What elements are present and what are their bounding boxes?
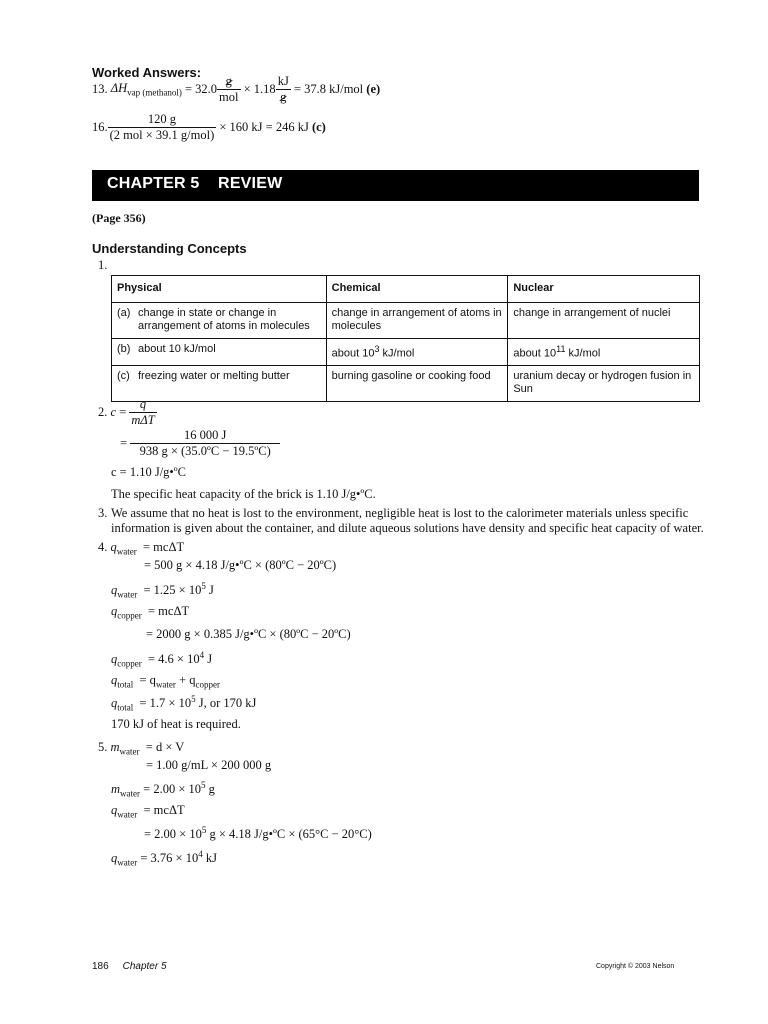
q5-line-6: $q_{water} = 3.76 \times 10^4$ kJ bbox=[111, 849, 217, 868]
question-number-3: 3. bbox=[98, 506, 108, 520]
question-number-4: 4. bbox=[98, 540, 108, 554]
q2-line-1 bbox=[98, 397, 157, 428]
fraction-g-per-mol: $\frac{g}{\text{mol}}$ bbox=[219, 74, 239, 104]
q5-line-4: $q_{water} = mc\Delta T$ bbox=[111, 803, 185, 820]
table-cell: uranium decay or hydrogen fusion in Sun bbox=[508, 365, 700, 401]
table-row bbox=[112, 338, 700, 365]
q5-line-1: 5. $m_{water} = d \times V$ bbox=[98, 740, 185, 757]
chapter-review-title: CHAPTER 5 REVIEW bbox=[107, 175, 283, 192]
table-cell: burning gasoline or cooking food bbox=[326, 365, 508, 401]
table-cell: (c) freezing water or melting butter bbox=[112, 365, 327, 401]
section-title: Understanding Concepts bbox=[92, 241, 247, 256]
table-row bbox=[112, 302, 700, 338]
q5-line-5: = $2.00 \times 10^5$ g × 4.18 J/g•ºC × (65°C − 20°C) bbox=[144, 825, 372, 842]
q2-statement: The specific heat capacity of the brick is 1.10 J/g•ºC. bbox=[111, 487, 376, 501]
delta-h-symbol: $\Delta H_{vap (methanol)}$ bbox=[110, 81, 182, 98]
result-value: × 160 kJ = 246 kJ bbox=[219, 120, 309, 134]
question-number-5: 5. bbox=[98, 740, 108, 754]
copyright-notice: Copyright © 2003 Nelson bbox=[596, 963, 675, 970]
page-footer-left bbox=[92, 961, 167, 972]
page-reference: (Page 356) bbox=[92, 211, 146, 225]
times-factor: × 1.18 bbox=[243, 82, 276, 96]
column-header: Nuclear bbox=[508, 276, 700, 303]
column-header: Physical bbox=[112, 276, 327, 303]
question-number-2: 2. bbox=[98, 405, 108, 419]
table-cell: about $10^{11}$ kJ/mol bbox=[508, 338, 700, 365]
q4-line-6: $q_{copper} = 4.6 \times 10^4$ J bbox=[111, 650, 213, 669]
q4-line-8: $q_{total} = 1.7 \times 10^5$ J, or 170 kJ bbox=[111, 694, 257, 713]
q4-line-5: = 2000 g × 0.385 J/g•ºC × (80ºC − 20ºC) bbox=[146, 627, 351, 641]
q4-line-1: 4. $q_{water} = mc\Delta T$ bbox=[98, 540, 185, 557]
coefficient: 32.0 bbox=[195, 82, 218, 96]
column-header: Chemical bbox=[326, 276, 508, 303]
fraction-q-over-mdt: $\frac{q}{\text{mΔT}}$ bbox=[131, 397, 155, 427]
energy-changes-table bbox=[111, 275, 700, 402]
worked-answer-16 bbox=[92, 112, 326, 143]
table-header-row bbox=[112, 276, 700, 303]
q4-line-4: $q_{copper} = mc\Delta T$ bbox=[111, 604, 190, 621]
answer-number: 16. bbox=[92, 120, 108, 134]
q4-line-3: $q_{water} = 1.25 \times 10^5$ J bbox=[111, 581, 214, 600]
table-cell: change in arrangement of atoms in molecules bbox=[326, 302, 508, 338]
question-number-1: 1. bbox=[98, 258, 108, 272]
table-cell: (b) about 10 kJ/mol bbox=[112, 338, 327, 365]
q5-line-3: $m_{water} = 2.00 \times 10^5$ g bbox=[111, 780, 215, 799]
q4-statement: 170 kJ of heat is required. bbox=[111, 717, 241, 731]
answer-letter: (e) bbox=[366, 82, 381, 96]
page-number: 186 bbox=[92, 961, 109, 972]
q4-line-2: = 500 g × 4.18 J/g•ºC × (80ºC − 20ºC) bbox=[144, 558, 337, 572]
table-cell: change in arrangement of nuclei bbox=[508, 302, 700, 338]
equals-sign: = bbox=[184, 82, 193, 96]
footer-chapter: Chapter 5 bbox=[122, 961, 167, 972]
equals-sign: = bbox=[119, 405, 127, 419]
variable-c: c bbox=[110, 405, 117, 419]
worked-answer-13 bbox=[92, 74, 380, 105]
result-value: = 37.8 kJ/mol bbox=[293, 82, 364, 96]
q3-text: We assume that no heat is lost to the environment, negligible heat is lost to the calorimeter materials unless specific information is given about the container, and dilute aqueous solutions have density and specific heat capacity of water. bbox=[111, 506, 704, 535]
equals-sign: = bbox=[120, 436, 128, 450]
q4-line-7: $q_{total} = q_{water} + q_{copper}$ bbox=[111, 673, 220, 690]
q2-result: c = 1.10 J/g•ºC bbox=[111, 465, 187, 479]
fraction-kj-per-g: $\frac{kJ}{g}$ bbox=[277, 74, 289, 104]
fraction-mass-over-moles: $\frac{120 g}{\text{(2 mol × 39.1 g/mol)}}$ bbox=[109, 112, 215, 142]
table-cell: about $10^3$ kJ/mol bbox=[326, 338, 508, 365]
table-row bbox=[112, 365, 700, 401]
q5-line-2: = 1.00 g/mL × 200 000 g bbox=[146, 758, 272, 772]
table-cell: (a) change in state or change in arrangement of atoms in molecules bbox=[112, 302, 327, 338]
equation-text: = mcΔT bbox=[143, 540, 185, 554]
chapter-review-banner bbox=[92, 170, 699, 201]
fraction-heat-over-mass-temp: $\frac{16 000 J}{\text{938 g × (35.0ºC − 19.5ºC)}}$ bbox=[130, 428, 280, 459]
answer-letter: (c) bbox=[311, 120, 326, 134]
worked-answers-heading: Worked Answers: bbox=[92, 65, 202, 80]
answer-number: 13. bbox=[92, 82, 108, 96]
q3-paragraph bbox=[98, 506, 710, 536]
q2-line-2 bbox=[120, 428, 280, 459]
